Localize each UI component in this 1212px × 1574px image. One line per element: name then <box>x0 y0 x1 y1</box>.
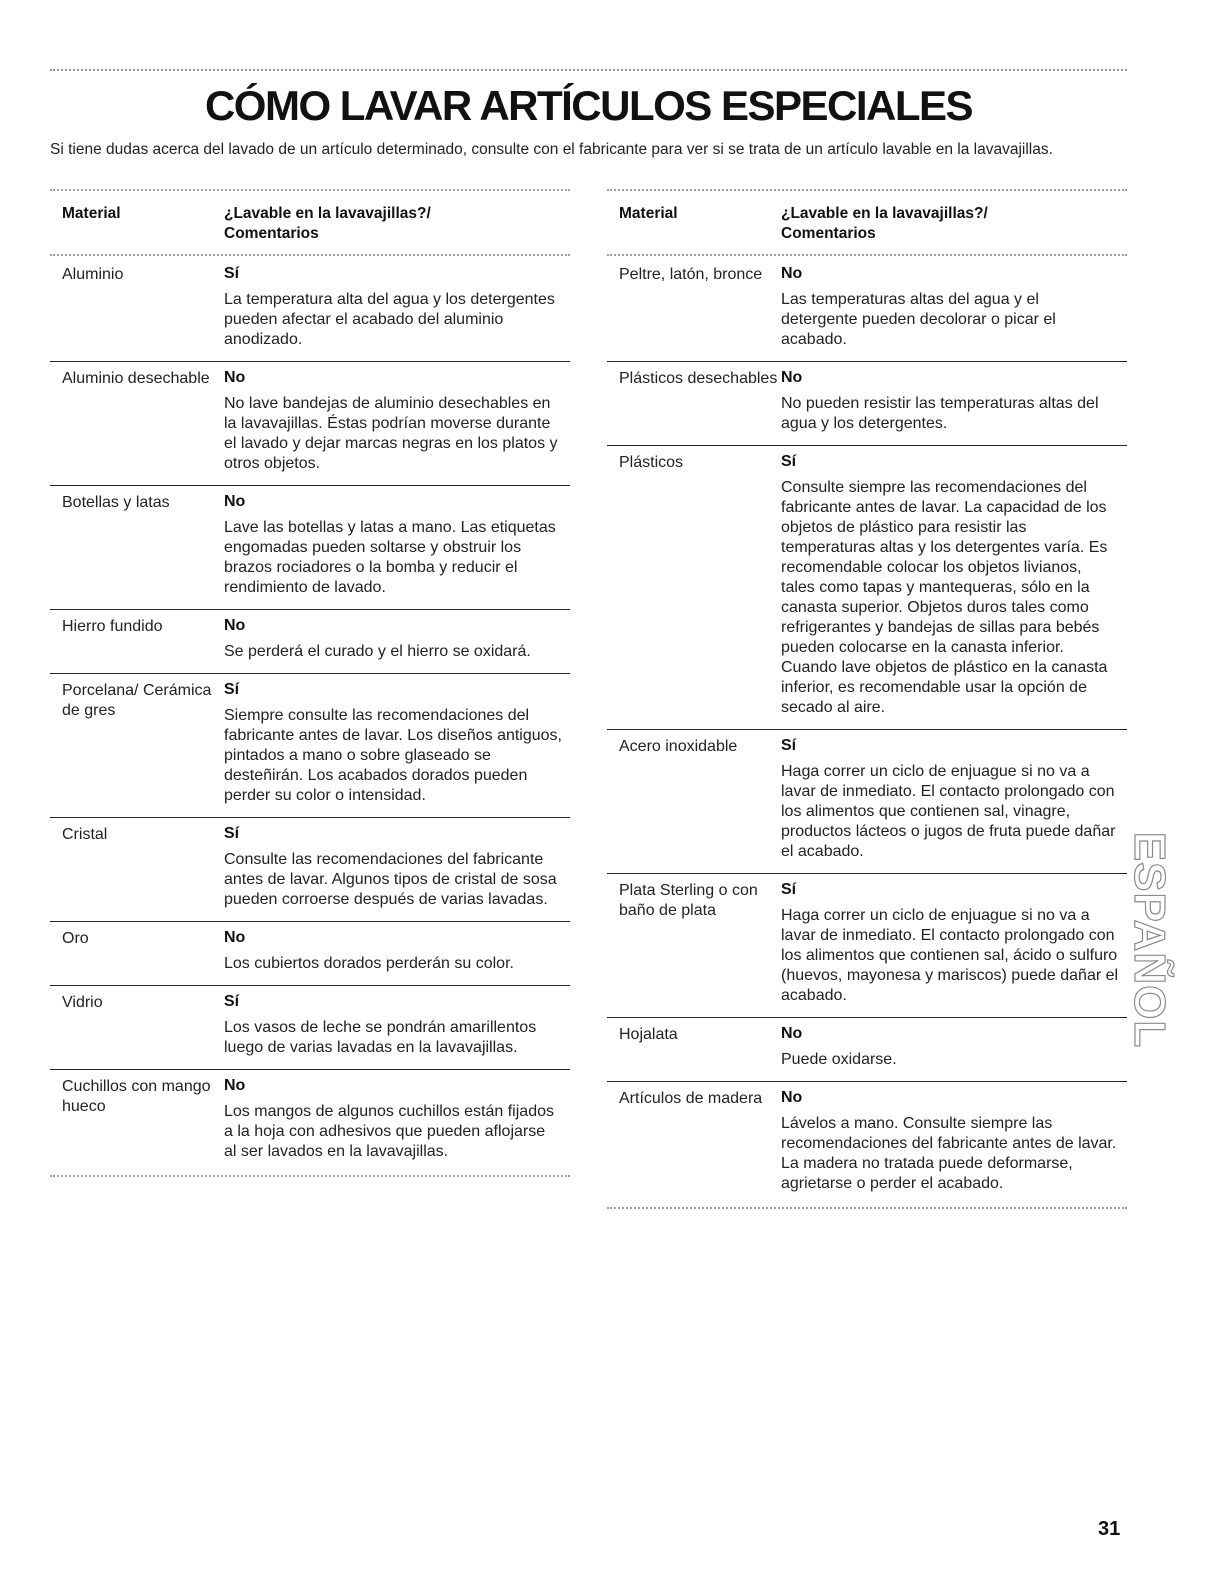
table-row <box>607 361 1127 445</box>
material-cell: Acero inoxidable <box>619 738 738 755</box>
dishwasher-safe-verdict: No <box>781 1025 803 1042</box>
page-number: 31 <box>1098 1518 1121 1540</box>
comment-text: Haga correr un ciclo de enjuague si no va a lavar de inmediato. El contacto prolongado con los alimentos que contienen sal, ácido o sulfuro (huevos, mayonesa y mariscos) puede dañar el acabado. <box>781 907 1119 1004</box>
table-row <box>607 873 1127 1017</box>
left-rows <box>50 256 570 1173</box>
table-header <box>50 191 570 254</box>
table-bottom-dotted-rule <box>607 1207 1127 1209</box>
comment-cell <box>781 1088 1127 1194</box>
material-cell: Artículos de madera <box>619 1090 763 1107</box>
table-row <box>50 817 570 921</box>
comment-cell <box>224 264 570 350</box>
comments-header <box>781 204 1127 244</box>
right-table <box>607 189 1127 1209</box>
material-cell: Aluminio desechable <box>62 370 210 387</box>
comments-header-line1: ¿Lavable en la lavavajillas?/ <box>224 205 431 222</box>
dishwasher-safe-verdict: Sí <box>781 881 797 898</box>
dishwasher-safe-verdict: Sí <box>781 737 797 754</box>
table-row <box>607 445 1127 729</box>
comment-text: Los vasos de leche se pondrán amarillentos luego de varias lavadas en la lavavajillas. <box>224 1019 537 1056</box>
comment-cell <box>224 492 570 598</box>
material-cell: Oro <box>62 930 89 947</box>
dishwasher-safe-verdict: No <box>781 369 803 386</box>
comment-text: Puede oxidarse. <box>781 1051 897 1068</box>
comment-text: Lávelos a mano. Consulte siempre las recomendaciones del fabricante antes de lavar. La madera no tratada puede deformarse, agrietarse o perder el acabado. <box>781 1115 1117 1192</box>
comment-cell <box>224 928 570 974</box>
table-row <box>607 1017 1127 1081</box>
comment-text: Haga correr un ciclo de enjuague si no va a lavar de inmediato. El contacto prolongado con los alimentos que contienen sal, vinagre, productos lácteos o jugos de fruta puede dañar el acabado. <box>781 763 1116 860</box>
material-cell: Plásticos desechables <box>619 370 778 387</box>
comment-cell <box>781 880 1127 1006</box>
dishwasher-safe-verdict: No <box>224 493 246 510</box>
comment-text: Se perderá el curado y el hierro se oxidará. <box>224 643 531 660</box>
material-cell: Hojalata <box>619 1026 678 1043</box>
comment-text: Los mangos de algunos cuchillos están fijados a la hoja con adhesivos que pueden aflojarse al ser lavados en la lavavajillas. <box>224 1103 554 1160</box>
material-cell: Cristal <box>62 826 108 843</box>
comment-text: La temperatura alta del agua y los detergentes pueden afectar el acabado del aluminio anodizado. <box>224 291 555 348</box>
dishwasher-safe-verdict: Sí <box>224 265 240 282</box>
side-tab-label: ESPAÑOL <box>1125 831 1174 1049</box>
comment-cell <box>224 1076 570 1162</box>
left-table <box>50 189 570 1177</box>
table-row <box>50 673 570 817</box>
material-header: Material <box>62 205 121 222</box>
table-row <box>50 609 570 673</box>
comments-header <box>224 204 570 244</box>
table-bottom-dotted-rule <box>50 1175 570 1177</box>
comment-text: No lave bandejas de aluminio desechables en la lavavajillas. Éstas podrían moverse durante el lavado y dejar marcas negras en los platos y otros objetos. <box>224 395 558 472</box>
comment-text: Siempre consulte las recomendaciones del fabricante antes de lavar. Los diseños antiguos, pintados a mano o sobre glaseado se desteñirán. Los acabados dorados pueden perder su color o intensidad. <box>224 707 562 804</box>
material-cell: Peltre, latón, bronce <box>619 266 763 283</box>
table-row <box>607 256 1127 361</box>
comment-cell <box>781 452 1127 718</box>
comments-header-line1: ¿Lavable en la lavavajillas?/ <box>781 205 988 222</box>
material-cell: Vidrio <box>62 994 103 1011</box>
table-row <box>50 485 570 609</box>
dishwasher-safe-verdict: Sí <box>224 825 240 842</box>
dishwasher-safe-verdict: No <box>224 1077 246 1094</box>
comments-header-line2: Comentarios <box>224 225 319 242</box>
comment-cell <box>781 736 1127 862</box>
dishwasher-safe-verdict: No <box>224 617 246 634</box>
comment-cell <box>781 264 1127 350</box>
material-cell: Aluminio <box>62 266 124 283</box>
table-row <box>50 985 570 1069</box>
comment-text: Consulte siempre las recomendaciones del fabricante antes de lavar. La capacidad de los objetos de plástico para resistir las temperaturas altas y los detergentes varía. Es recomendable colocar los objetos livianos, tales como tapas y mantequeras, sólo en la canasta superior. Objetos duros tales como refrigerantes y bandejas de sillas para bebés pueden colocarse en la canasta inferior. Cuando lave objetos de plástico en la canasta inferior, es recomendable usar la opción de secado al aire. <box>781 479 1108 716</box>
comment-cell <box>224 680 570 806</box>
dishwasher-safe-verdict: No <box>781 265 803 282</box>
dishwasher-safe-verdict: Sí <box>224 681 240 698</box>
material-header: Material <box>619 205 678 222</box>
comment-text: Lave las botellas y latas a mano. Las etiquetas engomadas pueden soltarse y obstruir los brazos rociadores o la bomba y reducir el rendimiento de lavado. <box>224 519 556 596</box>
table-row <box>607 729 1127 873</box>
comments-header-line2: Comentarios <box>781 225 876 242</box>
table-row <box>50 361 570 485</box>
comment-text: No pueden resistir las temperaturas altas del agua y los detergentes. <box>781 395 1099 432</box>
table-row <box>50 1069 570 1173</box>
comment-cell <box>224 368 570 474</box>
comment-cell <box>781 1024 1127 1070</box>
dishwasher-safe-verdict: No <box>224 369 246 386</box>
dishwasher-safe-verdict: No <box>224 929 246 946</box>
top-dotted-rule <box>50 69 1127 71</box>
right-rows <box>607 256 1127 1205</box>
dishwasher-safe-verdict: No <box>781 1089 803 1106</box>
comment-text: Los cubiertos dorados perderán su color. <box>224 955 514 972</box>
table-row <box>607 1081 1127 1205</box>
comment-cell <box>224 824 570 910</box>
dishwasher-safe-verdict: Sí <box>224 993 240 1010</box>
material-cell: Cuchillos con mango hueco <box>62 1078 211 1115</box>
material-cell: Botellas y latas <box>62 494 170 511</box>
material-cell: Hierro fundido <box>62 618 163 635</box>
material-cell: Plata Sterling o con baño de plata <box>619 882 758 919</box>
comment-text: Las temperaturas altas del agua y el detergente pueden decolorar o picar el acabado. <box>781 291 1056 348</box>
table-header <box>607 191 1127 254</box>
table-row <box>50 921 570 985</box>
comment-cell <box>781 368 1127 434</box>
table-row <box>50 256 570 361</box>
intro-paragraph: Si tiene dudas acerca del lavado de un artículo determinado, consulte con el fabricante para ver si se trata de un artículo lavable en la lavavajillas. <box>50 141 1053 158</box>
comment-cell <box>224 616 570 662</box>
comment-text: Consulte las recomendaciones del fabricante antes de lavar. Algunos tipos de cristal de sosa pueden corroerse después de varias lavadas. <box>224 851 557 908</box>
material-cell: Plásticos <box>619 454 684 471</box>
material-cell: Porcelana/ Cerámica de gres <box>62 682 212 719</box>
language-side-tab <box>1126 815 1172 1065</box>
comment-cell <box>224 992 570 1058</box>
dishwasher-safe-verdict: Sí <box>781 453 797 470</box>
page-title: CÓMO LAVAR ARTÍCULOS ESPECIALES <box>204 82 973 129</box>
